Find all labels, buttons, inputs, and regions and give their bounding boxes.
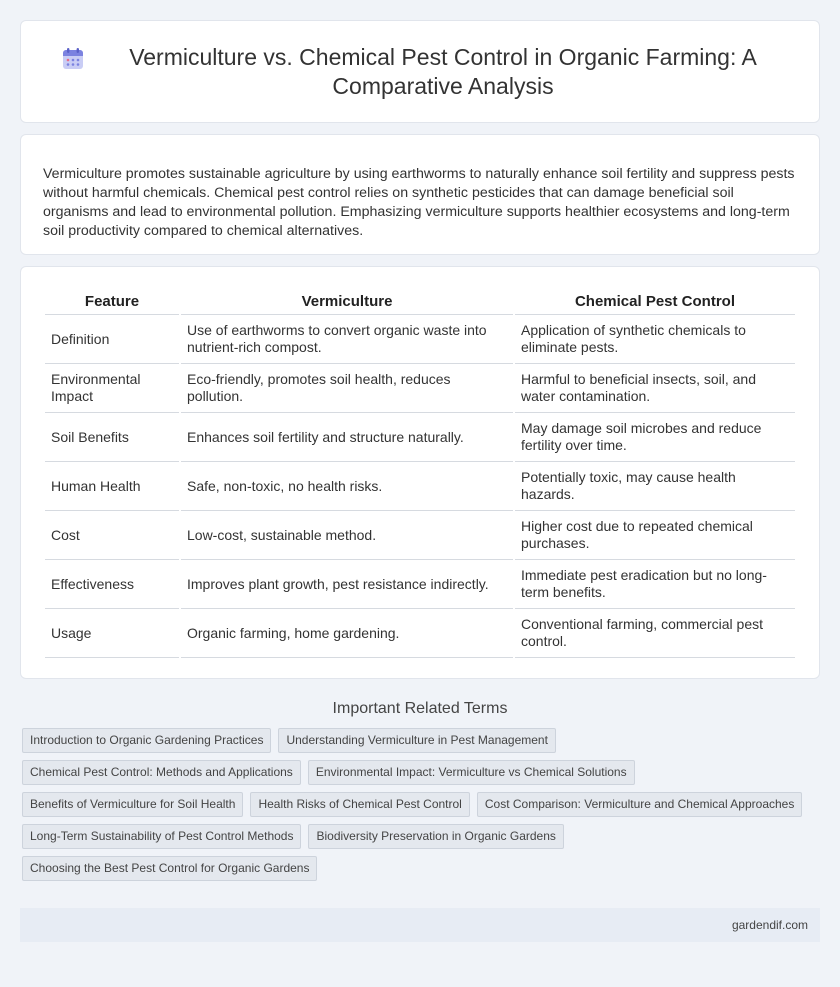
table-cell-vermiculture: Enhances soil fertility and structure naturally.	[181, 413, 513, 462]
table-row	[45, 462, 795, 511]
related-terms-list	[22, 728, 818, 888]
table-cell-vermiculture: Improves plant growth, pest resistance indirectly.	[181, 560, 513, 609]
column-header-chemical: Chemical Pest Control	[515, 291, 795, 315]
footer-bar	[20, 908, 820, 942]
table-row	[45, 609, 795, 658]
related-term-tag[interactable]: Choosing the Best Pest Control for Organic Gardens	[22, 856, 317, 881]
table-cell-feature: Human Health	[45, 462, 179, 511]
related-term-tag[interactable]: Introduction to Organic Gardening Practices	[22, 728, 271, 753]
related-term-tag[interactable]: Long-Term Sustainability of Pest Control Methods	[22, 824, 301, 849]
table-row	[45, 315, 795, 364]
table-cell-chemical: May damage soil microbes and reduce fertility over time.	[515, 413, 795, 462]
table-cell-chemical: Immediate pest eradication but no long-term benefits.	[515, 560, 795, 609]
column-header-vermiculture: Vermiculture	[181, 291, 513, 315]
table-cell-vermiculture: Organic farming, home gardening.	[181, 609, 513, 658]
table-cell-feature: Soil Benefits	[45, 413, 179, 462]
table-cell-feature: Definition	[45, 315, 179, 364]
related-term-tag[interactable]: Environmental Impact: Vermiculture vs Chemical Solutions	[308, 760, 635, 785]
comparison-table-card	[20, 266, 820, 679]
table-cell-chemical: Potentially toxic, may cause health hazards.	[515, 462, 795, 511]
table-row	[45, 413, 795, 462]
table-cell-chemical: Harmful to beneficial insects, soil, and water contamination.	[515, 364, 795, 413]
table-cell-feature: Environmental Impact	[45, 364, 179, 413]
related-term-tag[interactable]: Biodiversity Preservation in Organic Gardens	[308, 824, 563, 849]
page-title: Vermiculture vs. Chemical Pest Control in Organic Farming: A Comparative Analysis	[129, 43, 757, 99]
header-card	[20, 20, 820, 123]
table-cell-vermiculture: Eco-friendly, promotes soil health, reduces pollution.	[181, 364, 513, 413]
calendar-icon	[61, 47, 85, 71]
related-term-tag[interactable]: Chemical Pest Control: Methods and Applications	[22, 760, 301, 785]
footer-site-link[interactable]: gardendif.com	[731, 918, 808, 932]
related-term-tag[interactable]: Benefits of Vermiculture for Soil Health	[22, 792, 243, 817]
related-term-tag[interactable]: Cost Comparison: Vermiculture and Chemical Approaches	[477, 792, 802, 817]
table-cell-feature: Effectiveness	[45, 560, 179, 609]
related-term-tag[interactable]: Understanding Vermiculture in Pest Management	[278, 728, 555, 753]
table-cell-chemical: Higher cost due to repeated chemical purchases.	[515, 511, 795, 560]
table-cell-vermiculture: Safe, non-toxic, no health risks.	[181, 462, 513, 511]
intro-text: Vermiculture promotes sustainable agriculture by using earthworms to naturally enhance soil fertility and suppress pests without harmful chemicals. Chemical pest control relies on synthetic pesticides that can damage beneficial soil organisms and lead to environmental pollution. Emphasizing vermiculture supports healthier ecosystems and long-term soil productivity compared to chemical alternatives.	[43, 166, 795, 239]
header-inner	[61, 43, 779, 101]
table-cell-feature: Cost	[45, 511, 179, 560]
table-row	[45, 511, 795, 560]
table-cell-chemical: Conventional farming, commercial pest control.	[515, 609, 795, 658]
column-header-feature: Feature	[45, 291, 179, 315]
related-term-tag[interactable]: Health Risks of Chemical Pest Control	[250, 792, 469, 817]
table-row	[45, 560, 795, 609]
table-cell-vermiculture: Low-cost, sustainable method.	[181, 511, 513, 560]
table-cell-feature: Usage	[45, 609, 179, 658]
table-header-row	[45, 291, 795, 315]
intro-card	[20, 134, 820, 255]
comparison-table	[43, 291, 797, 658]
table-row	[45, 364, 795, 413]
table-cell-vermiculture: Use of earthworms to convert organic waste into nutrient-rich compost.	[181, 315, 513, 364]
related-terms-title: Important Related Terms	[332, 700, 508, 717]
table-cell-chemical: Application of synthetic chemicals to eliminate pests.	[515, 315, 795, 364]
